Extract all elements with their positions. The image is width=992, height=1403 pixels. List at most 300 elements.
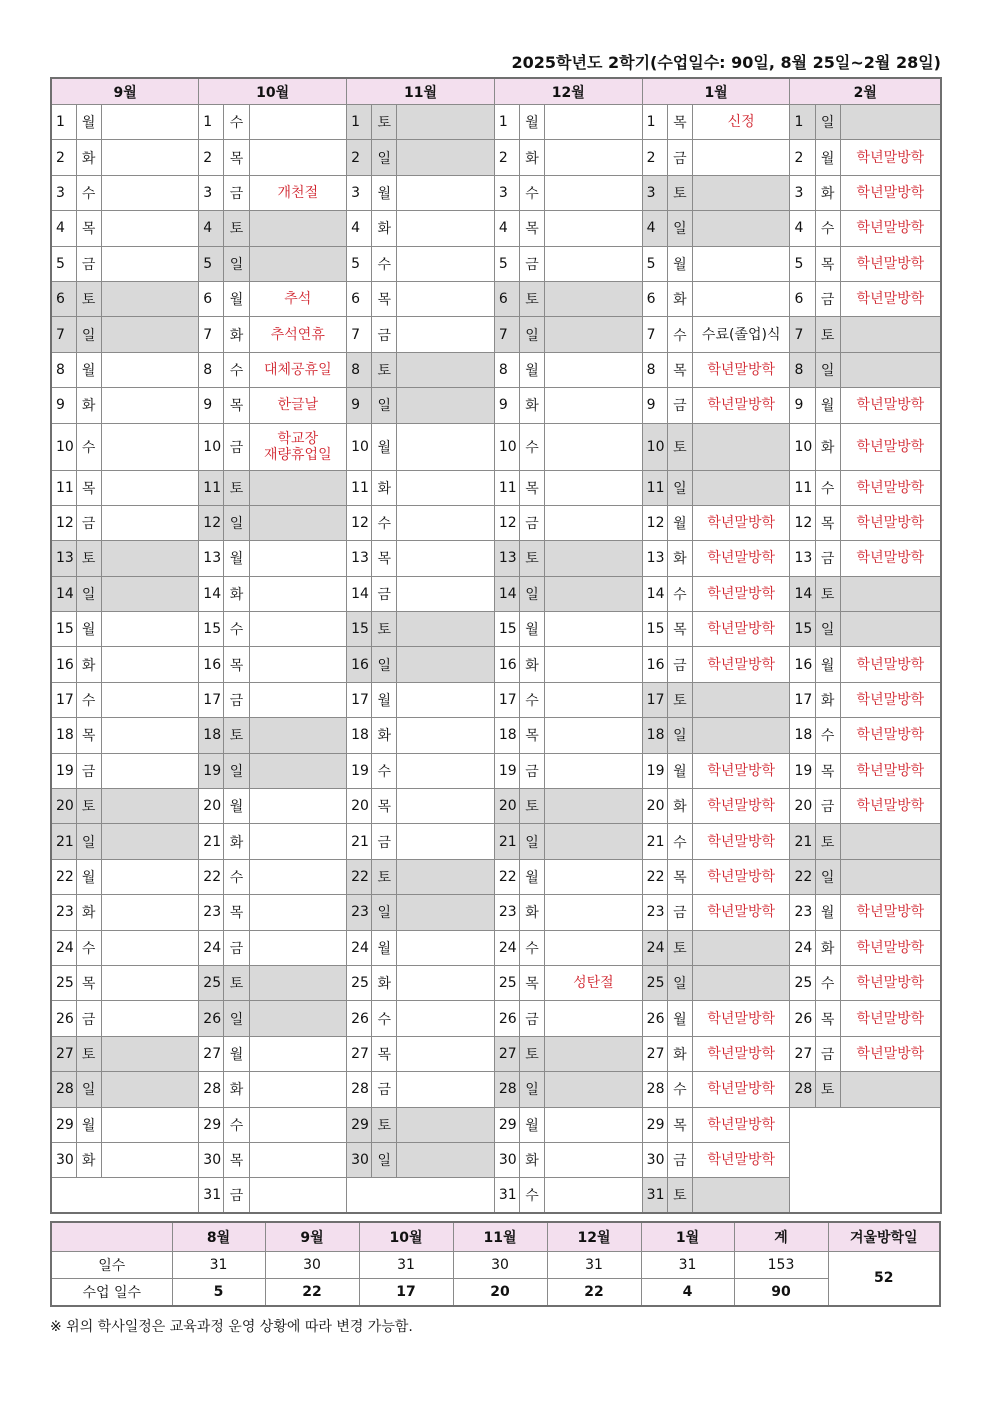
summary-header: 계 (734, 1222, 828, 1252)
weekday: 화 (815, 682, 840, 717)
day-number: 3 (790, 175, 815, 210)
day-event (249, 1036, 347, 1071)
summary-row-days (51, 1252, 940, 1279)
weekday: 화 (520, 140, 545, 175)
month-header: 9월 (51, 78, 199, 105)
day-event (692, 175, 790, 210)
day-event: 학년말방학 (692, 859, 790, 894)
day-number: 4 (51, 211, 76, 246)
weekday: 토 (76, 789, 101, 824)
day-event (249, 1142, 347, 1177)
day-event: 학년말방학 (692, 612, 790, 647)
day-event (545, 718, 643, 753)
day-number: 21 (642, 824, 667, 859)
day-event (545, 1178, 643, 1213)
day-event (101, 1107, 199, 1142)
day-event (840, 859, 941, 894)
day-event (249, 505, 347, 540)
day-number: 19 (642, 753, 667, 788)
day-number: 9 (494, 388, 519, 423)
day-event (545, 789, 643, 824)
weekday: 일 (224, 246, 249, 281)
calendar-row (51, 175, 941, 210)
day-number: 10 (790, 423, 815, 470)
day-event: 한글날 (249, 388, 347, 423)
weekday: 화 (520, 647, 545, 682)
day-number: 7 (347, 317, 372, 352)
day-event: 학년말방학 (840, 895, 941, 930)
weekday: 금 (667, 1142, 692, 1177)
weekday: 월 (520, 1107, 545, 1142)
weekday: 수 (224, 352, 249, 387)
day-number: 30 (51, 1142, 76, 1177)
day-event (545, 1142, 643, 1177)
weekday: 금 (224, 175, 249, 210)
weekday: 토 (815, 1072, 840, 1107)
summary-header-row (51, 1222, 940, 1252)
weekday: 토 (667, 930, 692, 965)
calendar-row (51, 895, 941, 930)
day-number: 28 (199, 1072, 224, 1107)
weekday: 목 (667, 105, 692, 140)
day-event: 수료(졸업)식 (692, 317, 790, 352)
day-number: 20 (199, 789, 224, 824)
day-event (101, 612, 199, 647)
weekday: 일 (667, 211, 692, 246)
day-event (249, 647, 347, 682)
weekday: 화 (667, 789, 692, 824)
weekday: 금 (667, 647, 692, 682)
day-number: 6 (199, 281, 224, 316)
day-number: 25 (642, 965, 667, 1000)
day-event: 학년말방학 (692, 505, 790, 540)
month-header: 1월 (642, 78, 790, 105)
day-event (397, 1036, 495, 1071)
day-number: 27 (347, 1036, 372, 1071)
summary-cell: 153 (734, 1252, 828, 1279)
day-event (545, 246, 643, 281)
weekday: 수 (372, 505, 397, 540)
day-event (397, 682, 495, 717)
day-event (101, 211, 199, 246)
day-event (249, 470, 347, 505)
day-event (101, 317, 199, 352)
day-event (545, 470, 643, 505)
day-event (101, 576, 199, 611)
weekday: 금 (372, 1072, 397, 1107)
day-number: 7 (790, 317, 815, 352)
calendar-row (51, 859, 941, 894)
day-event: 학년말방학 (692, 895, 790, 930)
day-event: 대체공휴일 (249, 352, 347, 387)
summary-header: 9월 (265, 1222, 359, 1252)
day-event (692, 965, 790, 1000)
day-number: 5 (642, 246, 667, 281)
weekday: 월 (520, 859, 545, 894)
day-number: 22 (642, 859, 667, 894)
day-event (249, 789, 347, 824)
day-event (101, 470, 199, 505)
weekday: 월 (815, 895, 840, 930)
day-event: 학년말방학 (692, 1001, 790, 1036)
day-event (397, 541, 495, 576)
calendar-body (51, 105, 941, 1214)
day-number: 12 (51, 505, 76, 540)
weekday: 화 (815, 930, 840, 965)
summary-cell: 22 (265, 1279, 359, 1306)
weekday: 토 (667, 175, 692, 210)
day-number: 1 (51, 105, 76, 140)
weekday: 수 (520, 682, 545, 717)
weekday: 화 (667, 1036, 692, 1071)
weekday: 일 (372, 388, 397, 423)
day-event (397, 388, 495, 423)
day-number: 17 (51, 682, 76, 717)
weekday: 일 (76, 824, 101, 859)
weekday: 목 (224, 647, 249, 682)
day-number: 14 (347, 576, 372, 611)
day-number: 3 (347, 175, 372, 210)
summary-cell: 30 (265, 1252, 359, 1279)
day-number: 19 (494, 753, 519, 788)
day-number: 15 (347, 612, 372, 647)
weekday: 수 (520, 423, 545, 470)
day-event (840, 352, 941, 387)
day-number: 15 (199, 612, 224, 647)
day-event (397, 470, 495, 505)
weekday: 목 (667, 1107, 692, 1142)
day-number: 24 (790, 930, 815, 965)
weekday: 목 (815, 1001, 840, 1036)
summary-cell: 30 (453, 1252, 547, 1279)
weekday: 목 (815, 753, 840, 788)
weekday: 금 (76, 505, 101, 540)
weekday: 월 (224, 541, 249, 576)
day-number: 12 (790, 505, 815, 540)
day-number: 31 (494, 1178, 519, 1213)
weekday: 화 (667, 541, 692, 576)
weekday: 금 (815, 541, 840, 576)
summary-header (51, 1222, 172, 1252)
weekday: 금 (667, 895, 692, 930)
day-event (101, 541, 199, 576)
day-number: 9 (790, 388, 815, 423)
day-event: 학년말방학 (840, 175, 941, 210)
weekday: 일 (520, 317, 545, 352)
day-event: 학년말방학 (840, 541, 941, 576)
day-event (397, 246, 495, 281)
day-event: 신정 (692, 105, 790, 140)
day-event: 학년말방학 (840, 281, 941, 316)
day-number: 15 (790, 612, 815, 647)
day-event (545, 895, 643, 930)
day-number: 15 (51, 612, 76, 647)
weekday: 목 (224, 1142, 249, 1177)
weekday: 토 (520, 1036, 545, 1071)
day-event (249, 105, 347, 140)
summary-header: 11월 (453, 1222, 547, 1252)
day-event (545, 505, 643, 540)
weekday: 일 (224, 505, 249, 540)
weekday: 토 (372, 1107, 397, 1142)
weekday: 일 (224, 753, 249, 788)
calendar-row (51, 388, 941, 423)
weekday: 목 (667, 612, 692, 647)
day-number: 9 (642, 388, 667, 423)
day-event: 학교장 재량휴업일 (249, 423, 347, 470)
day-number: 26 (790, 1001, 815, 1036)
summary-cell: 31 (547, 1252, 641, 1279)
day-event (840, 1072, 941, 1107)
day-number: 3 (199, 175, 224, 210)
calendar-row (51, 612, 941, 647)
day-event: 학년말방학 (692, 576, 790, 611)
day-number: 22 (199, 859, 224, 894)
day-event (397, 105, 495, 140)
day-event: 학년말방학 (840, 423, 941, 470)
day-event (249, 211, 347, 246)
weekday: 목 (667, 352, 692, 387)
weekday: 금 (520, 1001, 545, 1036)
weekday: 월 (372, 175, 397, 210)
weekday: 토 (76, 541, 101, 576)
day-event (397, 140, 495, 175)
day-event: 학년말방학 (692, 1036, 790, 1071)
day-number: 23 (494, 895, 519, 930)
day-number: 10 (494, 423, 519, 470)
day-number: 2 (790, 140, 815, 175)
day-number: 25 (51, 965, 76, 1000)
weekday: 월 (815, 647, 840, 682)
day-event (545, 352, 643, 387)
weekday: 수 (667, 576, 692, 611)
day-event (397, 1107, 495, 1142)
day-event (840, 576, 941, 611)
weekday: 토 (372, 105, 397, 140)
day-number: 24 (494, 930, 519, 965)
weekday: 토 (224, 211, 249, 246)
day-number: 15 (494, 612, 519, 647)
day-number: 3 (642, 175, 667, 210)
weekday: 목 (372, 281, 397, 316)
weekday: 일 (520, 1072, 545, 1107)
day-number: 29 (199, 1107, 224, 1142)
day-event (840, 105, 941, 140)
weekday: 일 (372, 1142, 397, 1177)
day-number: 5 (494, 246, 519, 281)
weekday: 토 (76, 281, 101, 316)
weekday: 일 (815, 612, 840, 647)
day-number: 10 (51, 423, 76, 470)
summary-table (50, 1221, 941, 1307)
weekday: 월 (76, 352, 101, 387)
day-event (249, 1001, 347, 1036)
day-number: 14 (51, 576, 76, 611)
day-event (397, 352, 495, 387)
weekday: 목 (372, 541, 397, 576)
weekday: 금 (224, 1178, 249, 1213)
day-event (840, 317, 941, 352)
day-number: 6 (494, 281, 519, 316)
day-number: 24 (199, 930, 224, 965)
day-event (545, 824, 643, 859)
day-number: 4 (199, 211, 224, 246)
day-number: 2 (51, 140, 76, 175)
weekday: 월 (520, 352, 545, 387)
day-number: 18 (347, 718, 372, 753)
day-event (692, 1178, 790, 1213)
day-event (545, 140, 643, 175)
day-number: 25 (494, 965, 519, 1000)
weekday: 수 (520, 175, 545, 210)
day-event (545, 682, 643, 717)
day-number: 23 (199, 895, 224, 930)
calendar-row (51, 576, 941, 611)
weekday: 화 (520, 388, 545, 423)
summary-header: 10월 (359, 1222, 453, 1252)
day-number: 27 (790, 1036, 815, 1071)
weekday: 토 (520, 541, 545, 576)
weekday: 토 (520, 281, 545, 316)
weekday: 수 (667, 824, 692, 859)
day-event (692, 470, 790, 505)
day-event (545, 388, 643, 423)
weekday: 수 (76, 175, 101, 210)
calendar-row (51, 682, 941, 717)
day-number: 19 (790, 753, 815, 788)
day-number: 13 (494, 541, 519, 576)
weekday: 월 (667, 753, 692, 788)
day-number: 27 (51, 1036, 76, 1071)
day-number: 2 (494, 140, 519, 175)
month-header: 12월 (494, 78, 642, 105)
day-number: 18 (642, 718, 667, 753)
day-event (249, 895, 347, 930)
day-number: 8 (199, 352, 224, 387)
day-event: 학년말방학 (692, 824, 790, 859)
day-number: 16 (51, 647, 76, 682)
page-title: 2025학년도 2학기(수업일수: 90일, 8월 25일~2월 28일) (511, 53, 941, 72)
weekday: 토 (372, 612, 397, 647)
day-number: 17 (347, 682, 372, 717)
day-number: 27 (494, 1036, 519, 1071)
day-event (692, 423, 790, 470)
weekday: 화 (76, 388, 101, 423)
weekday: 수 (815, 965, 840, 1000)
day-event (397, 1142, 495, 1177)
day-event (397, 753, 495, 788)
calendar-row (51, 753, 941, 788)
day-number: 5 (347, 246, 372, 281)
day-event (397, 718, 495, 753)
calendar-row (51, 1072, 941, 1107)
day-event (249, 718, 347, 753)
day-event: 학년말방학 (692, 1142, 790, 1177)
day-number: 15 (642, 612, 667, 647)
weekday: 일 (815, 105, 840, 140)
day-event: 학년말방학 (840, 505, 941, 540)
day-event (692, 140, 790, 175)
day-number: 23 (51, 895, 76, 930)
day-number: 1 (494, 105, 519, 140)
day-number: 16 (199, 647, 224, 682)
day-event: 학년말방학 (840, 965, 941, 1000)
day-number: 8 (494, 352, 519, 387)
day-event (545, 859, 643, 894)
weekday: 화 (815, 175, 840, 210)
day-number: 1 (347, 105, 372, 140)
day-number: 26 (199, 1001, 224, 1036)
calendar-row (51, 281, 941, 316)
weekday: 토 (224, 965, 249, 1000)
summary-row-label: 수업 일수 (51, 1279, 172, 1306)
day-event (840, 612, 941, 647)
day-number: 14 (199, 576, 224, 611)
day-number: 2 (347, 140, 372, 175)
day-number: 22 (51, 859, 76, 894)
day-number: 14 (494, 576, 519, 611)
day-number: 16 (347, 647, 372, 682)
weekday: 화 (520, 1142, 545, 1177)
day-number: 3 (494, 175, 519, 210)
day-number: 7 (51, 317, 76, 352)
weekday: 일 (372, 647, 397, 682)
month-header: 2월 (790, 78, 941, 105)
day-event (249, 824, 347, 859)
day-event: 학년말방학 (840, 1001, 941, 1036)
day-number: 2 (642, 140, 667, 175)
calendar-row (51, 718, 941, 753)
weekday: 목 (224, 388, 249, 423)
weekday: 금 (815, 789, 840, 824)
day-number: 13 (347, 541, 372, 576)
weekday: 일 (520, 576, 545, 611)
day-event (249, 930, 347, 965)
weekday: 목 (520, 211, 545, 246)
summary-header: 1월 (641, 1222, 734, 1252)
day-event (545, 317, 643, 352)
weekday: 목 (815, 505, 840, 540)
day-event (249, 1107, 347, 1142)
day-number: 10 (642, 423, 667, 470)
day-event (692, 682, 790, 717)
day-event (101, 895, 199, 930)
weekday: 수 (815, 718, 840, 753)
day-number: 11 (642, 470, 667, 505)
day-event (545, 423, 643, 470)
weekday: 토 (667, 682, 692, 717)
weekday: 수 (667, 317, 692, 352)
day-number: 14 (790, 576, 815, 611)
weekday: 화 (76, 1142, 101, 1177)
day-number: 24 (642, 930, 667, 965)
day-event: 학년말방학 (692, 388, 790, 423)
day-number: 6 (790, 281, 815, 316)
weekday: 목 (76, 718, 101, 753)
day-event (545, 1001, 643, 1036)
calendar-row (51, 470, 941, 505)
footnote: ※ 위의 학사일정은 교육과정 운영 상황에 따라 변경 가능함. (50, 1319, 413, 1335)
day-number: 17 (199, 682, 224, 717)
summary-cell: 31 (641, 1252, 734, 1279)
weekday: 금 (76, 1001, 101, 1036)
day-event (545, 930, 643, 965)
day-number: 16 (790, 647, 815, 682)
weekday: 목 (520, 965, 545, 1000)
weekday: 수 (372, 1001, 397, 1036)
day-number: 28 (51, 1072, 76, 1107)
calendar-row (51, 1107, 941, 1142)
